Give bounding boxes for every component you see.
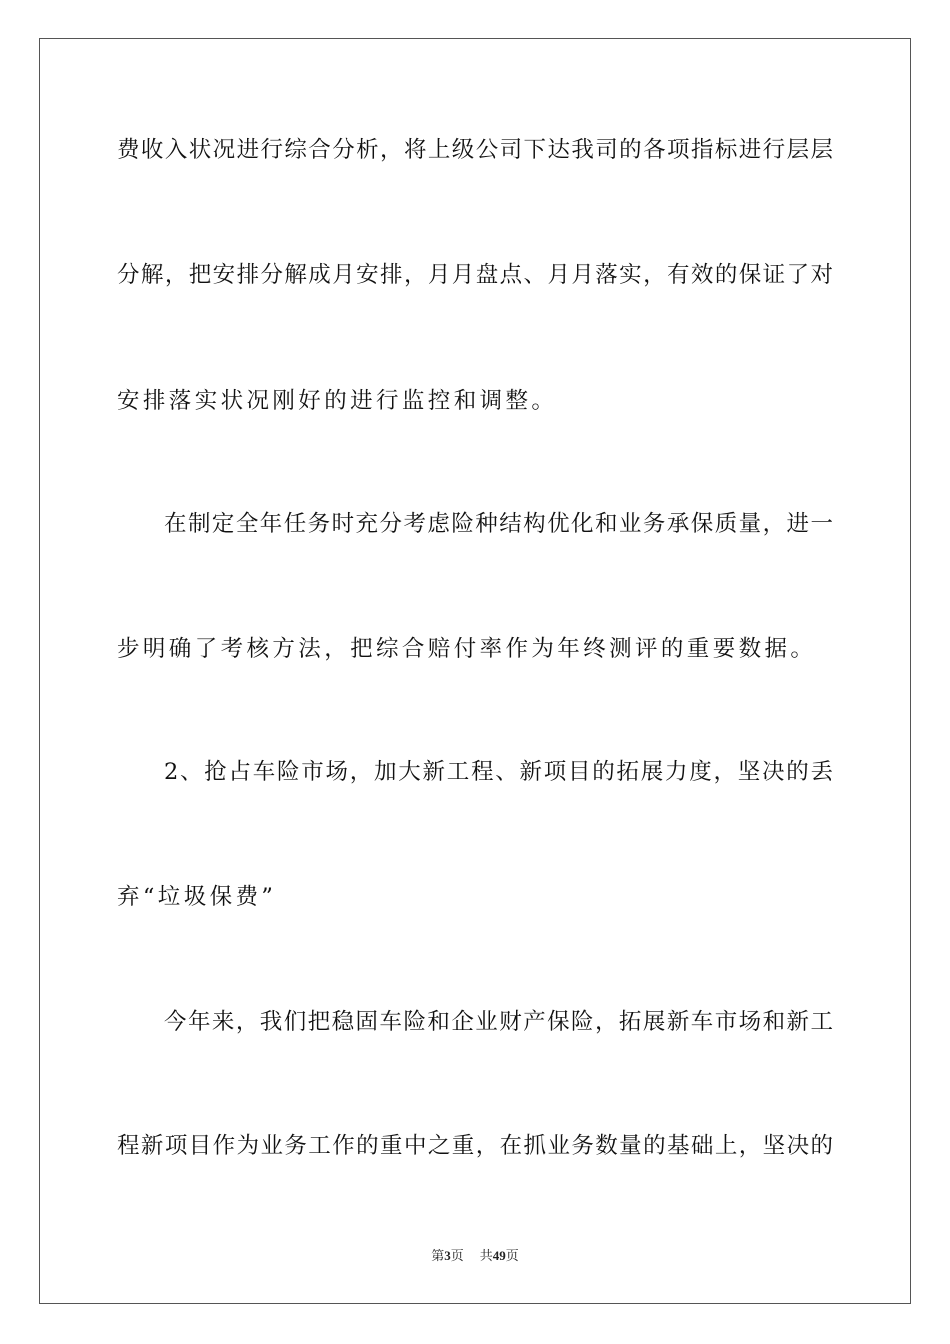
- footer-total-prefix: 共: [479, 1248, 493, 1263]
- footer-total-pages: 49: [492, 1248, 506, 1263]
- body-line-2: 分解，把安排分解成月安排，月月盘点、月月落实，有效的保证了对: [117, 262, 833, 288]
- body-line-1: 费收入状况进行综合分析，将上级公司下达我司的各项指标进行层层: [117, 137, 833, 163]
- footer-page-prefix: 第: [431, 1248, 445, 1263]
- footer-page-number: 3: [444, 1248, 451, 1263]
- body-line-4: 在制定全年任务时充分考虑险种结构优化和业务承保质量，进一: [164, 511, 833, 537]
- body-line-6: 2、抢占车险市场，加大新工程、新项目的拓展力度，坚决的丢: [164, 759, 833, 785]
- body-line-3: 安排落实状况刚好的进行监控和调整。: [117, 388, 558, 414]
- body-line-8: 今年来，我们把稳固车险和企业财产保险，拓展新车市场和新工: [164, 1009, 833, 1035]
- body-line-5: 步明确了考核方法，把综合赔付率作为年终测评的重要数据。: [117, 636, 817, 662]
- footer-total-suffix: 页: [505, 1248, 519, 1263]
- body-line-7: 弃“垃圾保费”: [117, 884, 277, 910]
- page-frame: [39, 38, 911, 1304]
- page-footer: [0, 1247, 950, 1265]
- footer-page-suffix: 页: [450, 1248, 464, 1263]
- body-line-9: 程新项目作为业务工作的重中之重，在抓业务数量的基础上，坚决的: [117, 1133, 833, 1159]
